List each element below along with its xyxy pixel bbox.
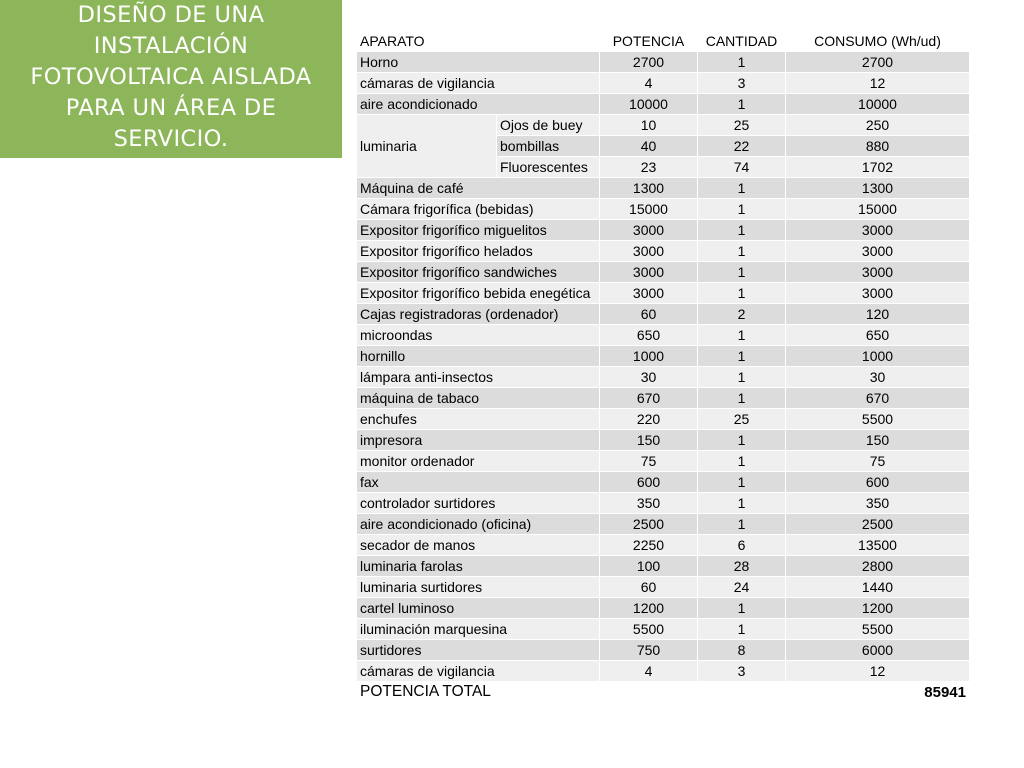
cell-aparato: Expositor frigorífico miguelitos <box>357 220 600 241</box>
cell-cantidad: 1 <box>698 199 786 220</box>
cell-potencia: 2700 <box>600 52 698 73</box>
table-row <box>357 661 970 682</box>
cell-consumo: 1702 <box>786 157 970 178</box>
table-row <box>357 283 970 304</box>
cell-potencia: 75 <box>600 451 698 472</box>
cell-consumo: 12 <box>786 73 970 94</box>
cell-aparato: Cajas registradoras (ordenador) <box>357 304 600 325</box>
table-row <box>357 262 970 283</box>
cell-potencia: 150 <box>600 430 698 451</box>
cell-consumo: 2800 <box>786 556 970 577</box>
table-row <box>357 388 970 409</box>
cell-cantidad: 1 <box>698 388 786 409</box>
cell-potencia: 220 <box>600 409 698 430</box>
cell-potencia: 10000 <box>600 94 698 115</box>
cell-cantidad: 1 <box>698 514 786 535</box>
cell-aparato: Horno <box>357 52 600 73</box>
cell-consumo: 30 <box>786 367 970 388</box>
cell-potencia: 3000 <box>600 283 698 304</box>
cell-potencia: 5500 <box>600 619 698 640</box>
cell-aparato: cartel luminoso <box>357 598 600 619</box>
cell-cantidad: 24 <box>698 577 786 598</box>
cell-consumo: 1300 <box>786 178 970 199</box>
table-row <box>357 220 970 241</box>
table-row <box>357 346 970 367</box>
cell-consumo: 2500 <box>786 514 970 535</box>
cell-aparato: impresora <box>357 430 600 451</box>
cell-aparato: iluminación marquesina <box>357 619 600 640</box>
cell-consumo: 3000 <box>786 262 970 283</box>
cell-consumo: 6000 <box>786 640 970 661</box>
cell-potencia: 1000 <box>600 346 698 367</box>
cell-aparato: Cámara frigorífica (bebidas) <box>357 199 600 220</box>
cell-cantidad: 1 <box>698 178 786 199</box>
table-row <box>357 73 970 94</box>
cell-potencia: 60 <box>600 577 698 598</box>
table-row <box>357 640 970 661</box>
cell-aparato: aire acondicionado <box>357 94 600 115</box>
cell-cantidad: 1 <box>698 367 786 388</box>
cell-aparato: cámaras de vigilancia <box>357 73 600 94</box>
cell-potencia: 1200 <box>600 598 698 619</box>
cell-cantidad: 1 <box>698 241 786 262</box>
cell-consumo: 5500 <box>786 409 970 430</box>
cell-cantidad: 1 <box>698 451 786 472</box>
cell-consumo: 1000 <box>786 346 970 367</box>
cell-cantidad: 1 <box>698 619 786 640</box>
cell-cantidad: 1 <box>698 325 786 346</box>
cell-cantidad: 1 <box>698 472 786 493</box>
cell-cantidad: 1 <box>698 52 786 73</box>
cell-consumo: 15000 <box>786 199 970 220</box>
cell-potencia: 60 <box>600 304 698 325</box>
cell-potencia: 100 <box>600 556 698 577</box>
cell-consumo: 150 <box>786 430 970 451</box>
cell-consumo: 12 <box>786 661 970 682</box>
cell-cantidad: 25 <box>698 409 786 430</box>
cell-potencia: 2500 <box>600 514 698 535</box>
table-row <box>357 367 970 388</box>
cell-aparato: monitor ordenador <box>357 451 600 472</box>
header-consumo: CONSUMO (Wh/ud) <box>786 31 970 52</box>
cell-potencia: 3000 <box>600 241 698 262</box>
cell-luminaria-group: luminaria <box>357 115 497 178</box>
cell-aparato: luminaria surtidores <box>357 577 600 598</box>
cell-aparato: surtidores <box>357 640 600 661</box>
table-row <box>357 409 970 430</box>
cell-cantidad: 8 <box>698 640 786 661</box>
cell-consumo: 250 <box>786 115 970 136</box>
cell-aparato: controlador surtidores <box>357 493 600 514</box>
cell-potencia: 1300 <box>600 178 698 199</box>
cell-luminaria-tipo: bombillas <box>497 136 600 157</box>
table-row <box>357 493 970 514</box>
cell-aparato: lámpara anti-insectos <box>357 367 600 388</box>
header-potencia: POTENCIA <box>600 31 698 52</box>
cell-cantidad: 1 <box>698 598 786 619</box>
cell-potencia: 350 <box>600 493 698 514</box>
slide-title <box>0 0 342 158</box>
cell-potencia: 4 <box>600 661 698 682</box>
cell-aparato: secador de manos <box>357 535 600 556</box>
cell-cantidad: 1 <box>698 430 786 451</box>
cell-cantidad: 1 <box>698 94 786 115</box>
cell-cantidad: 1 <box>698 220 786 241</box>
cell-consumo: 5500 <box>786 619 970 640</box>
cell-potencia: 4 <box>600 73 698 94</box>
cell-luminaria-tipo: Fluorescentes <box>497 157 600 178</box>
table-header-row <box>357 31 970 52</box>
cell-cantidad: 2 <box>698 304 786 325</box>
cell-consumo: 13500 <box>786 535 970 556</box>
table-row <box>357 178 970 199</box>
table-row <box>357 598 970 619</box>
table-row <box>357 619 970 640</box>
cell-consumo: 1440 <box>786 577 970 598</box>
cell-aparato: luminaria farolas <box>357 556 600 577</box>
cell-potencia: 600 <box>600 472 698 493</box>
table-row <box>357 451 970 472</box>
cell-aparato: aire acondicionado (oficina) <box>357 514 600 535</box>
cell-potencia: 2250 <box>600 535 698 556</box>
cell-consumo: 120 <box>786 304 970 325</box>
table-row <box>357 514 970 535</box>
cell-consumo: 3000 <box>786 241 970 262</box>
cell-potencia: 3000 <box>600 220 698 241</box>
table-row <box>357 325 970 346</box>
table-row <box>357 94 970 115</box>
cell-potencia: 30 <box>600 367 698 388</box>
cell-consumo: 650 <box>786 325 970 346</box>
cell-potencia: 750 <box>600 640 698 661</box>
table-body <box>357 52 970 682</box>
cell-luminaria-tipo: Ojos de buey <box>497 115 600 136</box>
cell-consumo: 350 <box>786 493 970 514</box>
total-value: 85941 <box>698 682 970 703</box>
cell-potencia: 670 <box>600 388 698 409</box>
cell-cantidad: 28 <box>698 556 786 577</box>
cell-consumo: 3000 <box>786 283 970 304</box>
cell-consumo: 880 <box>786 136 970 157</box>
cell-potencia: 40 <box>600 136 698 157</box>
table-row <box>357 556 970 577</box>
cell-cantidad: 74 <box>698 157 786 178</box>
table-row <box>357 241 970 262</box>
cell-cantidad: 6 <box>698 535 786 556</box>
slide-title-text: DISEÑO DE UNA INSTALACIÓN FOTOVOLTAICA AISLADA PARA UN ÁREA DE SERVICIO. <box>30 1 312 152</box>
consumption-table <box>356 30 970 703</box>
cell-consumo: 10000 <box>786 94 970 115</box>
total-row <box>357 682 970 703</box>
total-label: POTENCIA TOTAL <box>357 682 698 703</box>
table-row <box>357 304 970 325</box>
cell-potencia: 10 <box>600 115 698 136</box>
cell-aparato: cámaras de vigilancia <box>357 661 600 682</box>
cell-aparato: Expositor frigorífico bebida enegética <box>357 283 600 304</box>
cell-aparato: hornillo <box>357 346 600 367</box>
cell-cantidad: 1 <box>698 493 786 514</box>
cell-cantidad: 1 <box>698 346 786 367</box>
cell-cantidad: 1 <box>698 283 786 304</box>
header-aparato: APARATO <box>357 31 600 52</box>
cell-potencia: 650 <box>600 325 698 346</box>
table-row <box>357 577 970 598</box>
cell-cantidad: 3 <box>698 73 786 94</box>
cell-cantidad: 3 <box>698 661 786 682</box>
cell-consumo: 2700 <box>786 52 970 73</box>
table-row <box>357 115 970 136</box>
header-cantidad: CANTIDAD <box>698 31 786 52</box>
cell-aparato: máquina de tabaco <box>357 388 600 409</box>
table-row <box>357 472 970 493</box>
cell-consumo: 3000 <box>786 220 970 241</box>
cell-potencia: 23 <box>600 157 698 178</box>
cell-aparato: enchufes <box>357 409 600 430</box>
cell-consumo: 670 <box>786 388 970 409</box>
cell-cantidad: 25 <box>698 115 786 136</box>
cell-consumo: 75 <box>786 451 970 472</box>
cell-cantidad: 1 <box>698 262 786 283</box>
cell-consumo: 1200 <box>786 598 970 619</box>
cell-consumo: 600 <box>786 472 970 493</box>
table-row <box>357 430 970 451</box>
table-row <box>357 535 970 556</box>
cell-aparato: microondas <box>357 325 600 346</box>
cell-aparato: Expositor frigorífico sandwiches <box>357 262 600 283</box>
cell-aparato: Máquina de café <box>357 178 600 199</box>
cell-potencia: 15000 <box>600 199 698 220</box>
table-row <box>357 52 970 73</box>
cell-cantidad: 22 <box>698 136 786 157</box>
table-row <box>357 199 970 220</box>
cell-aparato: fax <box>357 472 600 493</box>
cell-aparato: Expositor frigorífico helados <box>357 241 600 262</box>
cell-potencia: 3000 <box>600 262 698 283</box>
